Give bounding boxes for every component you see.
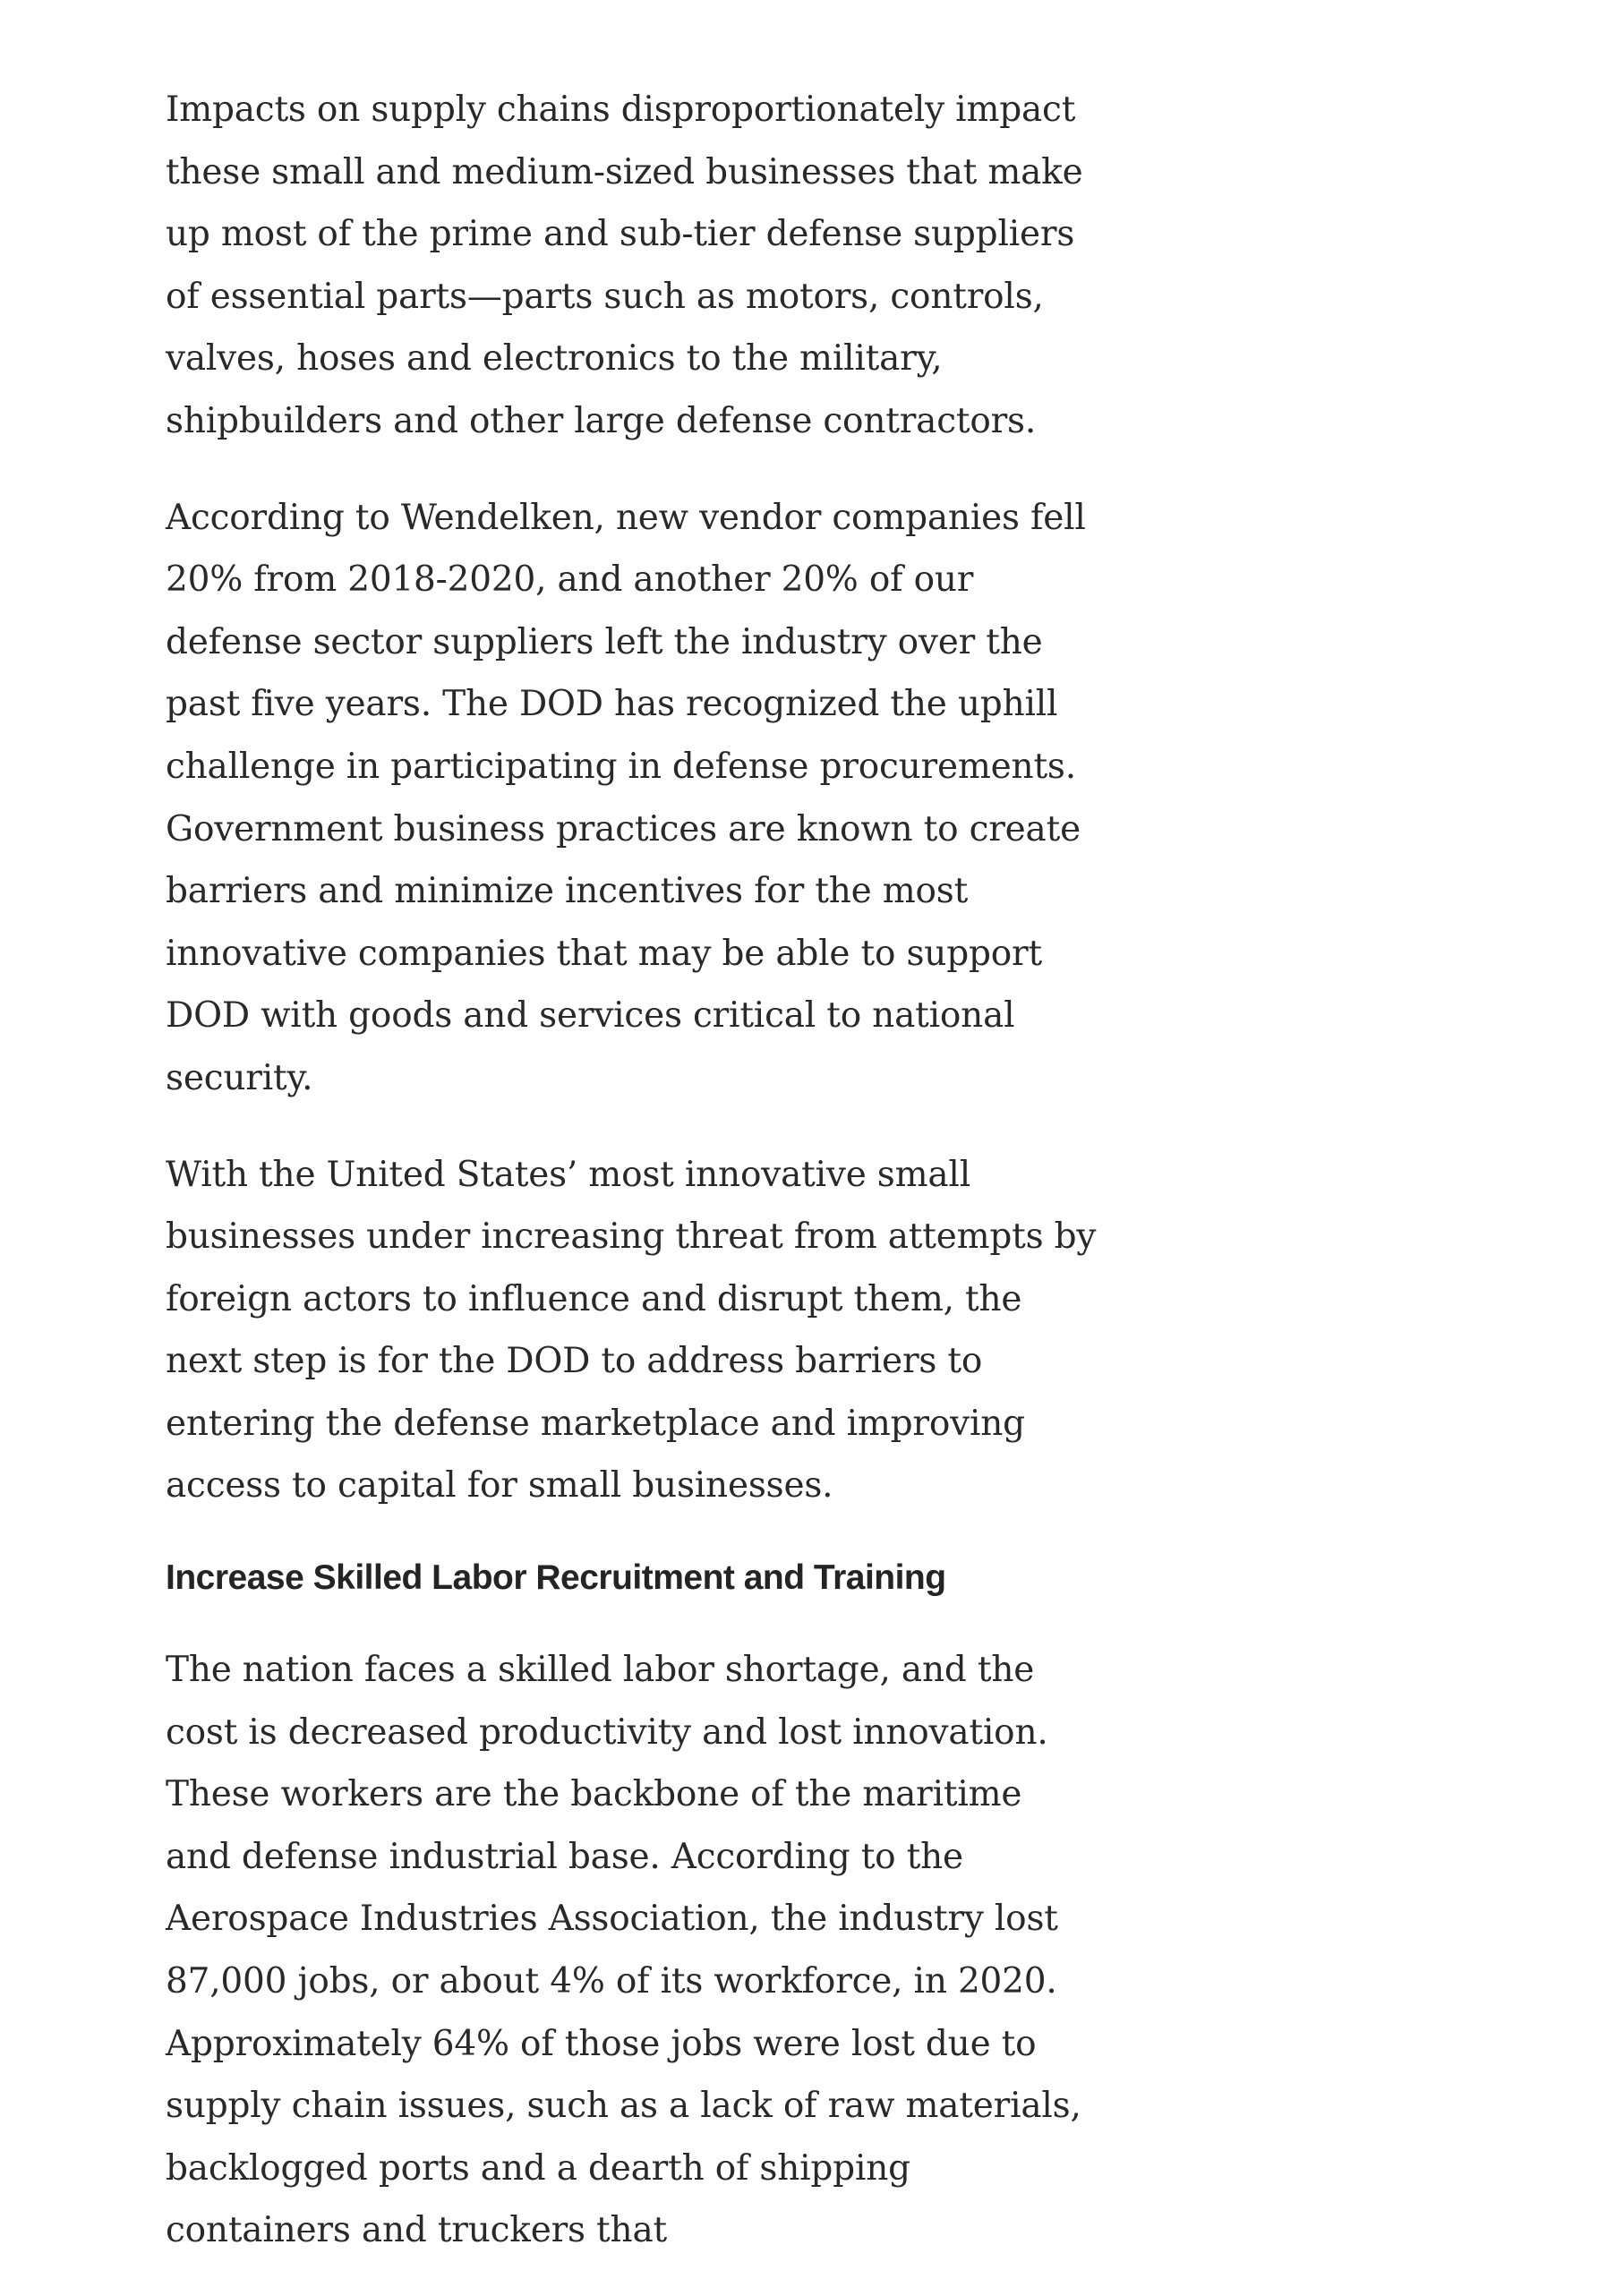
paragraph-skilled-labor: The nation faces a skilled labor shortage, and the cost is decreased productivity and lost innovation. These workers are the backbone of the maritime and defense industrial base. According to the Aerospace Industries Association, the industry lost 87,000 jobs, or about 4% of its workforce, in 2020. Approximately 64% of those jobs were lost due to supply chain issues, such as a lack of raw materials, backlogged ports and a dearth of shipping containers and truckers that bbox=[166, 1650, 1081, 2251]
article-body bbox=[166, 79, 1097, 2296]
paragraph-supply-chain-impacts: Impacts on supply chains disproportionately impact these small and medium-sized businesses that make up most of the prime and sub-tier defense suppliers of essential parts—parts such as motors, controls, valves, hoses and electronics to the military, shipbuilders and other large defense contractors. bbox=[166, 90, 1083, 441]
paragraph-small-business-threat: With the United States’ most innovative small businesses under increasing threat from attempts by foreign actors to influence and disrupt them, the next step is for the DOD to address barriers to entering the defense marketplace and improving access to capital for small businesses. bbox=[166, 1154, 1097, 1506]
section-heading: Increase Skilled Labor Recruitment and Training bbox=[166, 1558, 946, 1598]
paragraph-vendor-decline: According to Wendelken, new vendor companies fell 20% from 2018-2020, and another 20% of our defense sector suppliers left the industry over the past five years. The DOD has recognized the uphill challenge in participating in defense procurements. Government business practices are known to create barriers and minimize incentives for the most innovative companies that may be able to support DOD with goods and services critical to national security. bbox=[166, 497, 1086, 1098]
